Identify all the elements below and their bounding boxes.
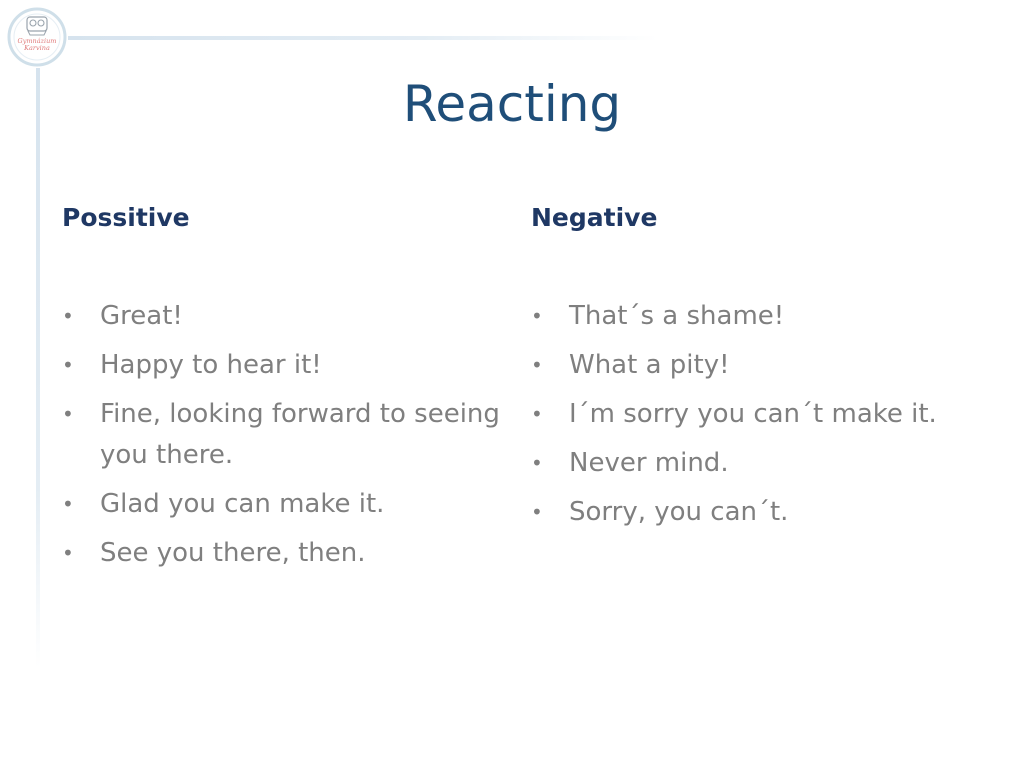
- frame-left-line: [36, 68, 40, 668]
- list-item-text: Never mind.: [569, 448, 729, 478]
- logo-line-1: Gymnázium: [17, 37, 57, 45]
- bullet-icon: •: [62, 304, 74, 328]
- list-item: [62, 533, 502, 574]
- bullet-icon: •: [62, 541, 74, 565]
- negative-heading: Negative: [531, 203, 658, 232]
- bullet-icon: •: [531, 402, 543, 426]
- list-item: [531, 443, 971, 484]
- bullet-icon: •: [531, 451, 543, 475]
- positive-column: [62, 198, 502, 582]
- list-item-text: Fine, looking forward to seeing you there.: [100, 399, 500, 470]
- bullet-icon: •: [62, 402, 74, 426]
- list-item-text: Glad you can make it.: [100, 489, 385, 519]
- list-item-text: Happy to hear it!: [100, 350, 322, 380]
- list-item-text: That´s a shame!: [569, 301, 785, 331]
- list-item: [62, 394, 502, 476]
- positive-list: [62, 296, 502, 574]
- logo-line-2: Karvina: [24, 44, 50, 52]
- list-item-text: I´m sorry you can´t make it.: [569, 399, 937, 429]
- negative-list: [531, 296, 971, 533]
- negative-column: [531, 198, 971, 541]
- bullet-icon: •: [531, 353, 543, 377]
- list-item: [531, 296, 971, 337]
- frame-top-line: [68, 36, 658, 40]
- positive-heading: Possitive: [62, 203, 190, 232]
- list-item: [531, 345, 971, 386]
- list-item-text: Great!: [100, 301, 183, 331]
- slide-title: Reacting: [402, 75, 622, 133]
- list-item: [62, 296, 502, 337]
- bullet-icon: •: [531, 304, 543, 328]
- list-item-text: What a pity!: [569, 350, 730, 380]
- list-item-text: Sorry, you can´t.: [569, 497, 789, 527]
- list-item-text: See you there, then.: [100, 538, 366, 568]
- list-item: [62, 484, 502, 525]
- list-item: [531, 492, 971, 533]
- bullet-icon: •: [62, 353, 74, 377]
- list-item: [62, 345, 502, 386]
- bullet-icon: •: [531, 500, 543, 524]
- list-item: [531, 394, 971, 435]
- bullet-icon: •: [62, 492, 74, 516]
- logo-text: [6, 38, 68, 52]
